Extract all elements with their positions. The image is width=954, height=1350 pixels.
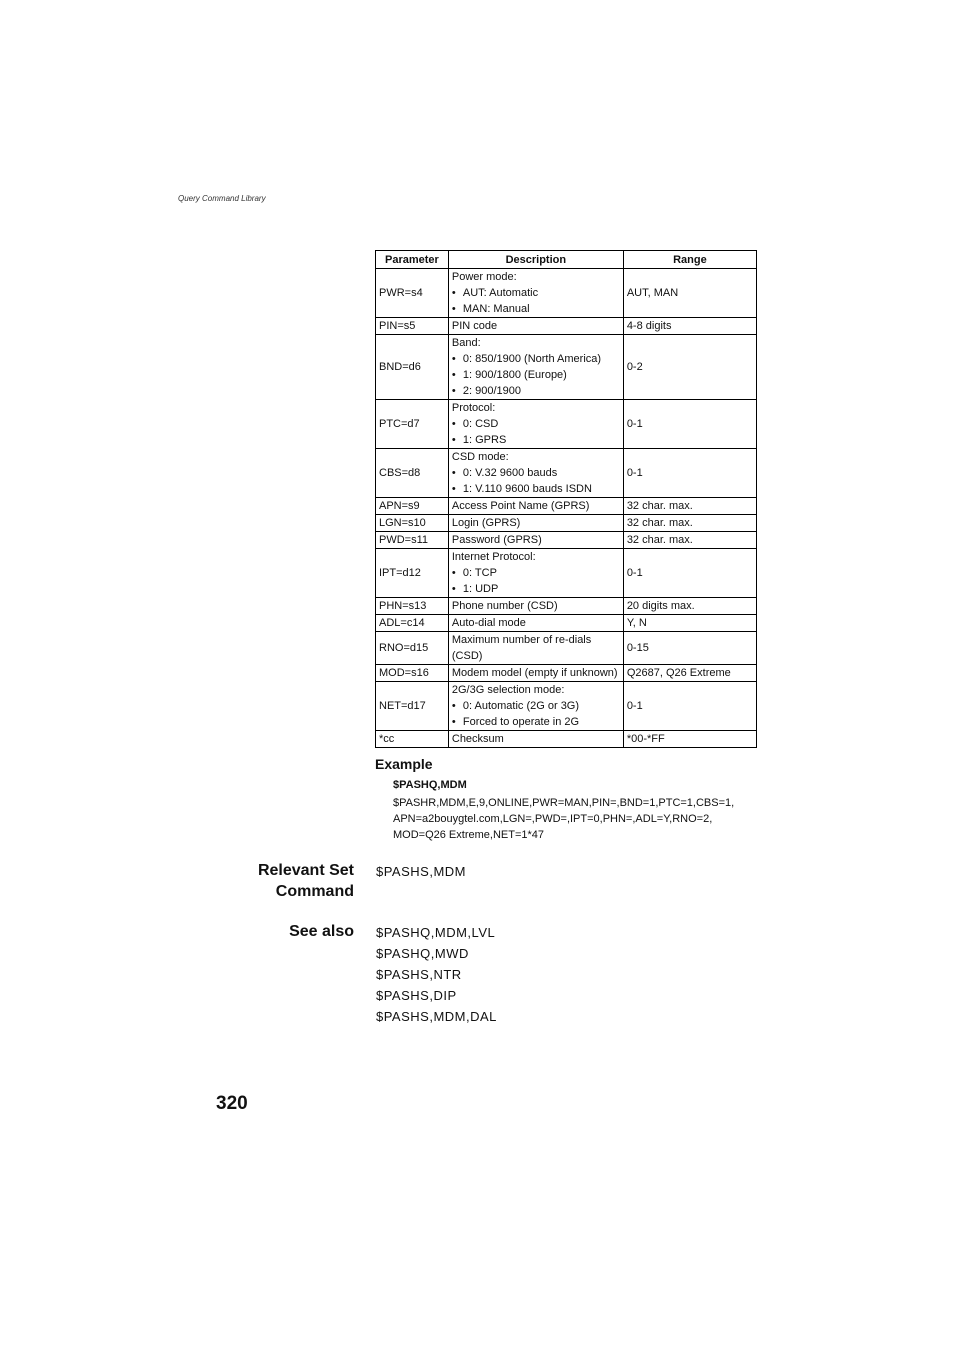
description-cell <box>448 598 623 615</box>
see-also-list <box>376 922 497 1027</box>
column-header-range: Range <box>623 251 756 269</box>
table-row <box>376 632 757 665</box>
table-row <box>376 731 757 748</box>
description-cell <box>448 632 623 665</box>
column-header-parameter: Parameter <box>376 251 449 269</box>
description-bullet-item: • AUT: Automatic <box>452 285 620 301</box>
description-bullet-item: • MAN: Manual <box>452 301 620 317</box>
command-reference: $PASHS,DIP <box>376 988 457 1003</box>
description-cell <box>448 665 623 682</box>
example-response-line: MOD=Q26 Extreme,NET=1*47 <box>393 829 545 841</box>
parameter-cell: NET=d17 <box>376 682 449 731</box>
range-cell: 0-1 <box>623 549 756 598</box>
description-cell <box>448 318 623 335</box>
range-cell: AUT, MAN <box>623 269 756 318</box>
parameter-cell: PTC=d7 <box>376 400 449 449</box>
table-header-row <box>376 251 757 269</box>
range-cell: 0-1 <box>623 682 756 731</box>
description-text: Maximum number of re-dials (CSD) <box>451 634 592 662</box>
parameter-cell: PHN=s13 <box>376 598 449 615</box>
description-cell <box>448 682 623 731</box>
command-reference: $PASHS,NTR <box>376 967 462 982</box>
parameter-cell: MOD=s16 <box>376 665 449 682</box>
range-cell: *00-*FF <box>623 731 756 748</box>
example-response-line: $PASHR,MDM,E,9,ONLINE,PWR=MAN,PIN=,BND=1,PTC=1,CBS=1, <box>393 797 735 809</box>
description-text: Band: <box>451 337 481 349</box>
description-bullet-item: • 1: GPRS <box>452 432 620 448</box>
description-text: Modem model (empty if unknown) <box>451 667 618 679</box>
parameter-cell: IPT=d12 <box>376 549 449 598</box>
description-bullet-item: • 0: Automatic (2G or 3G) <box>452 698 620 714</box>
description-bullet-item: • 1: UDP <box>452 581 620 597</box>
description-cell <box>448 532 623 549</box>
table-row <box>376 318 757 335</box>
range-cell: Q2687, Q26 Extreme <box>623 665 756 682</box>
heading-line: See also <box>289 923 354 940</box>
command-reference: $PASHQ,MWD <box>376 946 469 961</box>
description-bullet-item: • 0: V.32 9600 bauds <box>452 465 620 481</box>
description-text: Checksum <box>451 733 504 745</box>
description-text: Power mode: <box>451 271 517 283</box>
description-text: Auto-dial mode <box>451 617 526 629</box>
table-row <box>376 515 757 532</box>
description-text: Protocol: <box>451 402 496 414</box>
description-cell <box>448 615 623 632</box>
command-reference: $PASHS,MDM,DAL <box>376 1009 497 1024</box>
range-cell: 32 char. max. <box>623 498 756 515</box>
table-row <box>376 498 757 515</box>
range-cell: 0-15 <box>623 632 756 665</box>
description-text: Password (GPRS) <box>451 534 542 546</box>
table-row <box>376 682 757 731</box>
parameter-cell: ADL=c14 <box>376 615 449 632</box>
description-cell <box>448 731 623 748</box>
description-bullet-item: • Forced to operate in 2G <box>452 714 620 730</box>
range-cell: 4-8 digits <box>623 318 756 335</box>
relevant-set-command-list <box>376 861 466 882</box>
parameter-cell: PWR=s4 <box>376 269 449 318</box>
parameter-cell: *cc <box>376 731 449 748</box>
table-row <box>376 549 757 598</box>
table-row <box>376 615 757 632</box>
parameter-cell: RNO=d15 <box>376 632 449 665</box>
parameter-table <box>375 250 757 748</box>
parameter-cell: CBS=d8 <box>376 449 449 498</box>
description-bullet-item: • 2: 900/1900 <box>452 383 620 399</box>
running-header: Query Command Library <box>178 194 266 203</box>
description-cell <box>448 515 623 532</box>
description-bullet-item: • 1: 900/1800 (Europe) <box>452 367 620 383</box>
example-command: $PASHQ,MDM <box>393 779 467 791</box>
example-response <box>393 795 753 843</box>
description-cell <box>448 335 623 400</box>
description-text: Login (GPRS) <box>451 517 521 529</box>
range-cell: 32 char. max. <box>623 515 756 532</box>
description-bullet-item: • 0: TCP <box>452 565 620 581</box>
range-cell: 0-2 <box>623 335 756 400</box>
table-row <box>376 598 757 615</box>
table-row <box>376 449 757 498</box>
parameter-cell: PIN=s5 <box>376 318 449 335</box>
description-cell <box>448 449 623 498</box>
description-bullet-item: • 0: 850/1900 (North America) <box>452 351 620 367</box>
page-number: 320 <box>216 1093 248 1114</box>
heading-line: Command <box>275 883 354 900</box>
range-cell: 32 char. max. <box>623 532 756 549</box>
description-bullet-item: • 0: CSD <box>452 416 620 432</box>
parameter-cell: APN=s9 <box>376 498 449 515</box>
range-cell: 20 digits max. <box>623 598 756 615</box>
description-text: CSD mode: <box>451 451 509 463</box>
table-row <box>376 665 757 682</box>
column-header-description: Description <box>448 251 623 269</box>
table-row <box>376 335 757 400</box>
parameter-cell: PWD=s11 <box>376 532 449 549</box>
command-reference: $PASHQ,MDM,LVL <box>376 925 496 940</box>
description-text: PIN code <box>451 320 498 332</box>
description-cell <box>448 549 623 598</box>
table-row <box>376 532 757 549</box>
description-cell <box>448 269 623 318</box>
description-text: 2G/3G selection mode: <box>451 684 565 696</box>
range-cell: 0-1 <box>623 449 756 498</box>
table-row <box>376 400 757 449</box>
command-reference: $PASHS,MDM <box>376 864 466 879</box>
example-heading: Example <box>375 756 433 772</box>
description-text: Internet Protocol: <box>451 551 536 563</box>
description-text: Phone number (CSD) <box>451 600 558 612</box>
relevant-set-command-heading <box>258 860 354 902</box>
range-cell: 0-1 <box>623 400 756 449</box>
description-cell <box>448 498 623 515</box>
description-bullet-item: • 1: V.110 9600 bauds ISDN <box>452 481 620 497</box>
example-response-line: APN=a2bouygtel.com,LGN=,PWD=,IPT=0,PHN=,ADL=Y,RNO=2, <box>393 813 713 825</box>
see-also-heading <box>289 921 354 942</box>
parameter-cell: BND=d6 <box>376 335 449 400</box>
parameter-cell: LGN=s10 <box>376 515 449 532</box>
table-row <box>376 269 757 318</box>
range-cell: Y, N <box>623 615 756 632</box>
description-cell <box>448 400 623 449</box>
table-body <box>376 269 757 748</box>
heading-line: Relevant Set <box>257 862 354 879</box>
description-text: Access Point Name (GPRS) <box>451 500 590 512</box>
